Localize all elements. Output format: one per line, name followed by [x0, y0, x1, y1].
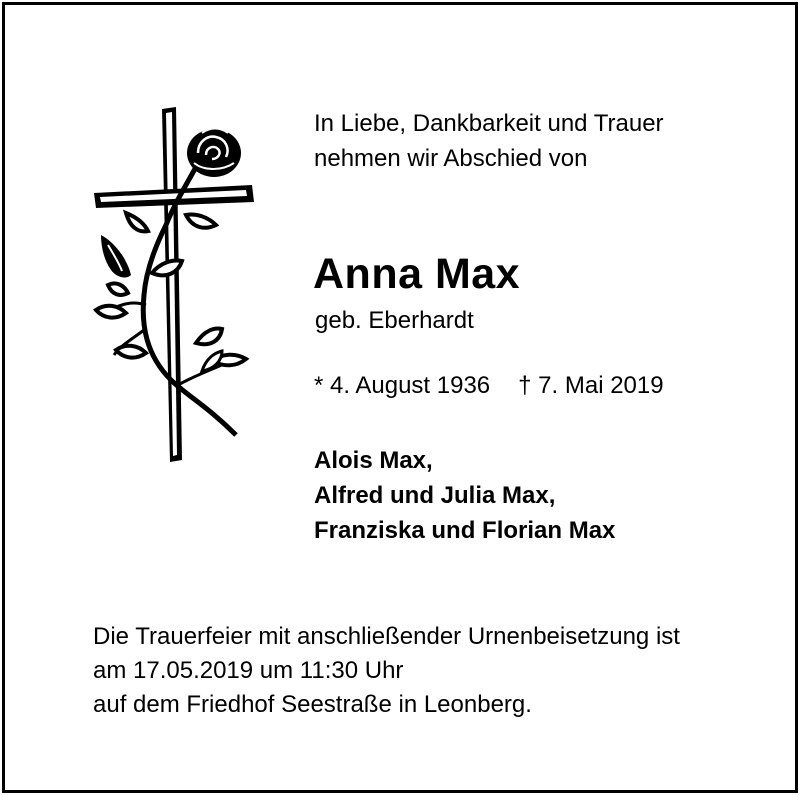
mourner-line: Franziska und Florian Max	[314, 517, 616, 544]
deceased-name: Anna Max	[313, 250, 521, 298]
intro-text	[314, 106, 664, 176]
death-date: † 7. Mai 2019	[518, 372, 664, 399]
birth-date: * 4. August 1936	[314, 372, 491, 399]
intro-line-2: nehmen wir Abschied von	[314, 145, 588, 172]
funeral-info	[93, 620, 680, 722]
funeral-line: am 17.05.2019 um 11:30 Uhr	[93, 657, 404, 684]
mourner-line: Alois Max,	[314, 447, 433, 474]
mourners-list	[314, 443, 615, 548]
funeral-line: auf dem Friedhof Seestraße in Leonberg.	[93, 691, 532, 718]
funeral-line: Die Trauerfeier mit anschließender Urnenbeisetzung ist	[93, 623, 680, 650]
birth-name: geb. Eberhardt	[315, 307, 474, 334]
intro-line-1: In Liebe, Dankbarkeit und Trauer	[314, 110, 664, 137]
cross-with-rose-icon	[86, 105, 262, 465]
mourner-line: Alfred und Julia Max,	[314, 482, 556, 509]
life-dates	[314, 372, 664, 400]
